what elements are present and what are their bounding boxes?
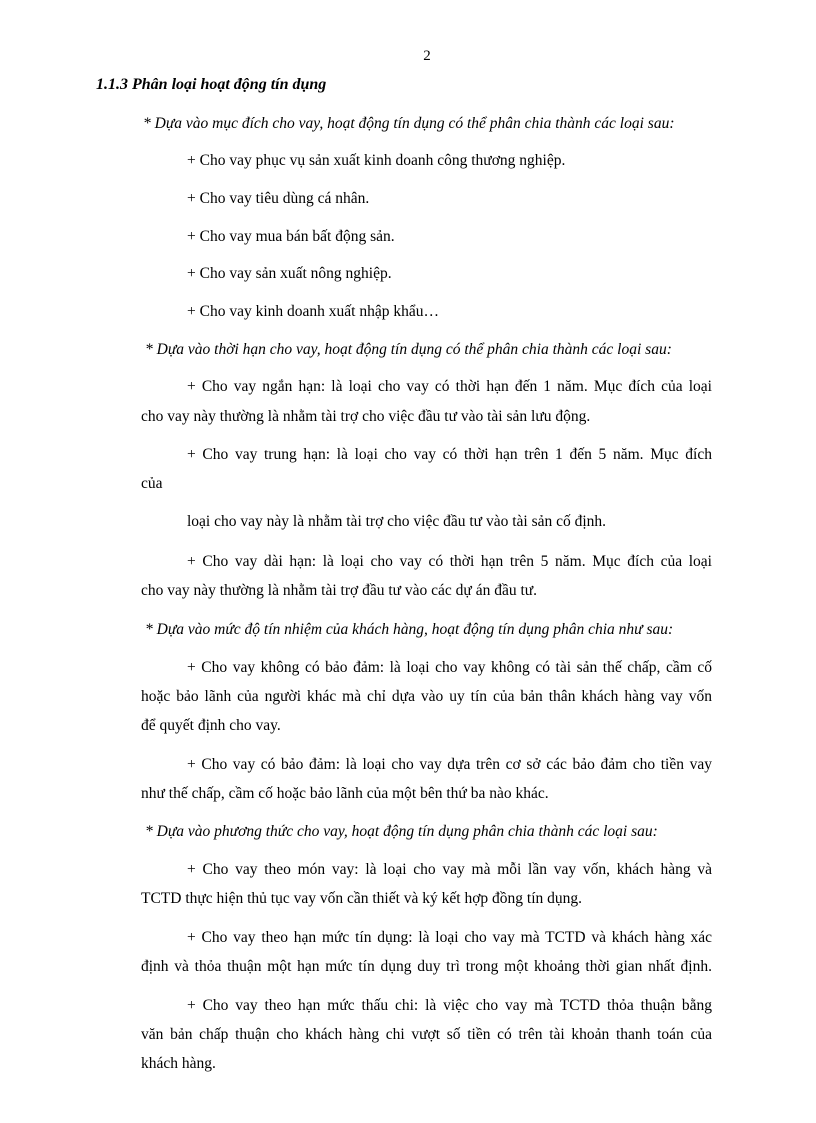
secured-loan-line1: + Cho vay có bảo đảm: là loại cho vay dựa trên cơ sở các bảo đảm cho tiền vay	[187, 756, 712, 773]
short-term-loan-line1: + Cho vay ngắn hạn: là loại cho vay có thời hạn đến 1 năm. Mục đích của loại	[187, 378, 712, 395]
unsecured-loan-line1: + Cho vay không có bảo đảm: là loại cho vay không có tài sản thế chấp, cầm cố	[187, 659, 712, 676]
overdraft-loan-line2: văn bản chấp thuận cho khách hàng chi vượt số tiền có trên tài khoản thanh toán của	[141, 1026, 712, 1043]
section-heading: 1.1.3 Phân loại hoạt động tín dụng	[96, 76, 327, 93]
list-item: + Cho vay sản xuất nông nghiệp.	[187, 265, 392, 282]
medium-term-loan-line2: của	[141, 475, 163, 492]
medium-term-loan-line3: loại cho vay này là nhằm tài trợ cho việc đầu tư vào tài sản cố định.	[187, 513, 607, 530]
short-term-loan-line2: cho vay này thường là nhằm tài trợ cho việc đầu tư vào tài sản lưu động.	[141, 408, 591, 425]
criterion-purpose: * Dựa vào mục đích cho vay, hoạt động tín dụng có thể phân chia thành các loại sau:	[143, 115, 675, 132]
criterion-method: * Dựa vào phương thức cho vay, hoạt động tín dụng phân chia thành các loại sau:	[145, 823, 658, 840]
list-item: + Cho vay phục vụ sản xuất kinh doanh công thương nghiệp.	[187, 152, 566, 169]
secured-loan-line2: như thế chấp, cầm cố hoặc bảo lãnh của một bên thứ ba nào khác.	[141, 785, 549, 802]
list-item: + Cho vay kinh doanh xuất nhập khẩu…	[187, 303, 439, 320]
criterion-term: * Dựa vào thời hạn cho vay, hoạt động tín dụng có thể phân chia thành các loại sau:	[145, 341, 672, 358]
unsecured-loan-line2: hoặc bảo lãnh của người khác mà chỉ dựa vào uy tín của bản thân khách hàng vay vốn	[141, 688, 712, 705]
list-item: + Cho vay tiêu dùng cá nhân.	[187, 190, 370, 207]
list-item: + Cho vay mua bán bất động sản.	[187, 228, 395, 245]
criterion-credibility: * Dựa vào mức độ tín nhiệm của khách hàng, hoạt động tín dụng phân chia như sau:	[145, 621, 674, 638]
credit-limit-loan-line2: định và thỏa thuận một hạn mức tín dụng duy trì trong một khoảng thời gian nhất định.	[141, 958, 712, 975]
overdraft-loan-line3: khách hàng.	[141, 1055, 216, 1072]
unsecured-loan-line3: để quyết định cho vay.	[141, 717, 281, 734]
credit-limit-loan-line1: + Cho vay theo hạn mức tín dụng: là loại cho vay mà TCTD và khách hàng xác	[187, 929, 712, 946]
per-loan-line2: TCTD thực hiện thủ tục vay vốn cần thiết và ký kết hợp đồng tín dụng.	[141, 890, 583, 907]
medium-term-loan-line1: + Cho vay trung hạn: là loại cho vay có thời hạn trên 1 đến 5 năm. Mục đích	[187, 446, 712, 463]
page-number: 2	[423, 48, 431, 64]
long-term-loan-line2: cho vay này thường là nhằm tài trợ đầu tư vào các dự án đầu tư.	[141, 582, 538, 599]
long-term-loan-line1: + Cho vay dài hạn: là loại cho vay có thời hạn trên 5 năm. Mục đích của loại	[187, 553, 712, 570]
overdraft-loan-line1: + Cho vay theo hạn mức thấu chi: là việc cho vay mà TCTD thỏa thuận bằng	[187, 997, 712, 1014]
per-loan-line1: + Cho vay theo món vay: là loại cho vay mà mỗi lần vay vốn, khách hàng và	[187, 861, 712, 878]
